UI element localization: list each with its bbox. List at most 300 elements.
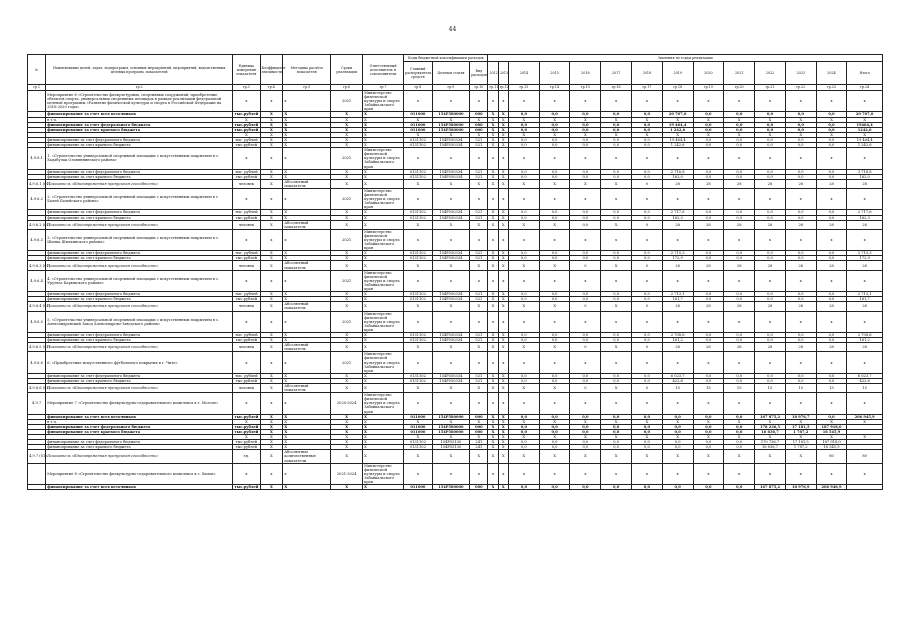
row-year-value: 170 736,7: [755, 440, 786, 445]
column-number: гр.8: [404, 85, 432, 91]
row-csr: 154Р580000: [432, 127, 470, 132]
row-responsible: Х: [363, 122, 404, 127]
row-name: финансирование за счет краевого бюджета: [46, 429, 233, 434]
row-total: 1242,6: [847, 127, 883, 132]
row-year-value: х: [785, 352, 816, 373]
row-year-value: Х: [785, 435, 816, 440]
row-year-value: 0,0: [632, 485, 663, 490]
column-number: гр.3: [233, 85, 260, 91]
row-unit: ед.: [233, 450, 260, 463]
row-vr: 521: [470, 256, 488, 261]
row-responsible: Х: [363, 384, 404, 393]
row-grbs: 0131102: [404, 169, 432, 174]
row-year-value: 0,0: [539, 127, 570, 132]
row-year-value: Х: [498, 419, 508, 424]
header-total: Итого: [847, 62, 883, 85]
row-year-value: 0,0: [785, 169, 816, 174]
row-year-value: 0,0: [508, 122, 539, 127]
row-year-value: 0,0: [539, 424, 570, 429]
table-row: [28, 148, 883, 169]
row-year-value: 28: [724, 220, 755, 229]
row-year-value: х: [693, 352, 724, 373]
row-year-value: Х: [539, 132, 570, 137]
row-weight: Х: [260, 112, 283, 117]
row-year-value: х: [601, 311, 632, 332]
row-year-value: Х: [498, 384, 508, 393]
row-year-value: 0,0: [816, 143, 847, 148]
row-vr: х: [470, 188, 488, 209]
row-year-value: 0,0: [570, 485, 601, 490]
row-name: 6. «Приобретение искусственного футбольного покрытия в г. Чите»: [46, 352, 233, 373]
row-year-value: 15: [785, 384, 816, 393]
table-row: [28, 302, 883, 311]
row-total: 28: [847, 302, 883, 311]
row-term: 2021-2024: [331, 463, 363, 484]
row-year-value: Х: [816, 419, 847, 424]
row-unit: тыс.рублей: [233, 256, 260, 261]
row-total: Х: [847, 132, 883, 137]
row-year-value: Х: [632, 419, 663, 424]
row-year-value: Х: [498, 256, 508, 261]
row-grbs: Х: [404, 450, 432, 463]
row-weight: Х: [260, 297, 283, 302]
row-unit: человек: [233, 302, 260, 311]
row-csr: 154Р580000: [432, 112, 470, 117]
row-vr: 521: [470, 169, 488, 174]
row-year-value: х: [539, 270, 570, 291]
row-weight: х: [260, 91, 283, 112]
header-year: 2021: [724, 62, 755, 85]
row-year-value: х: [488, 311, 498, 332]
row-total: х: [847, 270, 883, 291]
row-year-value: 28: [724, 302, 755, 311]
row-year-value: Х: [539, 117, 570, 122]
row-total: х: [847, 188, 883, 209]
row-year-value: Х: [601, 419, 632, 424]
row-year-value: Х: [601, 132, 632, 137]
row-csr: Х: [432, 435, 470, 440]
row-year-value: 0,0: [724, 429, 755, 434]
row-method: Х: [283, 419, 331, 424]
row-name: финансирование за счет краевого бюджета: [46, 297, 233, 302]
row-year-value: Х: [632, 450, 663, 463]
row-csr: Х: [432, 220, 470, 229]
row-term: 2021: [331, 229, 363, 250]
row-year-value: 28: [816, 261, 847, 270]
row-year-value: 0,0: [693, 414, 724, 419]
row-year-value: Х: [601, 179, 632, 188]
row-responsible: Х: [363, 343, 404, 352]
row-year-value: 0,0: [755, 256, 786, 261]
row-responsible: Х: [363, 137, 404, 142]
row-year-value: 0,0: [570, 424, 601, 429]
row-year-value: 0,0: [570, 137, 601, 142]
row-year-value: 0,0: [539, 378, 570, 383]
row-year-value: 0,0: [632, 137, 663, 142]
row-year-value: Х: [632, 132, 663, 137]
row-year-value: 0,0: [539, 251, 570, 256]
row-year-value: 0,0: [508, 169, 539, 174]
row-csr: х: [432, 311, 470, 332]
header-weight: Коэффициент значимости: [260, 55, 283, 85]
row-year-value: 0,0: [816, 292, 847, 297]
row-year-value: Х: [539, 220, 570, 229]
row-unit: х: [233, 229, 260, 250]
row-method: Х: [283, 127, 331, 132]
row-year-value: 0,0: [755, 169, 786, 174]
header-year: 2015: [539, 62, 570, 85]
row-total: Х: [847, 419, 883, 424]
row-grbs: 0131102: [404, 332, 432, 337]
row-year-value: 0,0: [601, 112, 632, 117]
row-unit: человек: [233, 384, 260, 393]
row-weight: Х: [260, 378, 283, 383]
row-csr: Х: [432, 261, 470, 270]
row-year-value: 0,0: [508, 174, 539, 179]
row-grbs: х: [404, 148, 432, 169]
row-year-value: Х: [488, 169, 498, 174]
row-year-value: Х: [508, 384, 539, 393]
row-vr: 241: [470, 445, 488, 450]
row-term: Х: [331, 143, 363, 148]
row-year-value: 28: [785, 179, 816, 188]
row-csr: 154Р580000: [432, 429, 470, 434]
row-name: финансирование за счет краевого бюджета: [46, 445, 233, 450]
row-year-value: 0,0: [724, 292, 755, 297]
row-csr: х: [432, 463, 470, 484]
row-year-value: х: [785, 188, 816, 209]
row-unit: тыс. рублей: [233, 137, 260, 142]
row-total: 80: [847, 450, 883, 463]
row-grbs: 0131102: [404, 215, 432, 220]
table-row: [28, 229, 883, 250]
row-csr: 154Р580000: [432, 414, 470, 419]
row-csr: Х: [432, 450, 470, 463]
row-year-value: 0,0: [570, 429, 601, 434]
row-total: 19464,4: [847, 122, 883, 127]
row-name: Показатель «Единовременная пропускная способность»: [46, 302, 233, 311]
row-year-value: 0,0: [601, 169, 632, 174]
row-csr: 154Р550334: [432, 292, 470, 297]
row-term: Х: [331, 343, 363, 352]
row-method: Х: [283, 445, 331, 450]
row-id: 4.9.6.1 (01): [28, 179, 46, 188]
row-year-value: х: [693, 91, 724, 112]
row-responsible: Х: [363, 445, 404, 450]
row-vr: 000: [470, 112, 488, 117]
row-year-value: 0,0: [724, 424, 755, 429]
row-year-value: 0,0: [724, 414, 755, 419]
row-year-value: Х: [498, 261, 508, 270]
row-year-value: Х: [724, 132, 755, 137]
row-year-value: х: [724, 463, 755, 484]
row-total: 20 707,0: [847, 112, 883, 117]
row-method: Х: [283, 137, 331, 142]
row-csr: х: [432, 229, 470, 250]
row-unit: тыс.рублей: [233, 297, 260, 302]
row-year-value: Х: [498, 297, 508, 302]
column-number: гр.2: [46, 85, 233, 91]
row-year-value: 0,0: [755, 373, 786, 378]
row-year-value: х: [570, 393, 601, 414]
column-number: гр.23: [816, 85, 847, 91]
row-csr: Х: [432, 419, 470, 424]
row-grbs: Х: [404, 302, 432, 311]
row-method: х: [283, 91, 331, 112]
row-year-value: 0,0: [539, 137, 570, 142]
row-year-value: 0,0: [601, 256, 632, 261]
row-vr: Х: [470, 220, 488, 229]
row-vr: Х: [470, 261, 488, 270]
row-year-value: 15: [724, 384, 755, 393]
row-year-value: 0,0: [816, 297, 847, 302]
row-unit: тыс.рублей: [233, 440, 260, 445]
row-name: Показатель «Единовременная пропускная способность»: [46, 343, 233, 352]
row-year-value: Х: [693, 435, 724, 440]
row-year-value: Х: [816, 132, 847, 137]
row-year-value: 0,0: [693, 378, 724, 383]
row-weight: Х: [260, 424, 283, 429]
header-term: Сроки реализации: [331, 55, 363, 85]
row-unit: человек: [233, 261, 260, 270]
header-grbs: Главный распорядитель средств: [404, 62, 432, 85]
column-number: гр.19: [693, 85, 724, 91]
row-responsible: Х: [363, 127, 404, 132]
row-year-value: 0,0: [601, 297, 632, 302]
table-row: [28, 343, 883, 352]
row-year-value: 0,0: [816, 174, 847, 179]
header-csr: Целевая статья: [432, 62, 470, 85]
row-vr: Х: [470, 450, 488, 463]
row-year-value: Х: [539, 419, 570, 424]
row-year-value: 0,0: [632, 429, 663, 434]
row-year-value: 0,0: [601, 143, 632, 148]
row-unit: человек: [233, 343, 260, 352]
row-total: 15: [847, 384, 883, 393]
row-total: 28: [847, 261, 883, 270]
row-year-value: Х: [488, 384, 498, 393]
row-weight: Х: [260, 132, 283, 137]
row-year-value: 167 875,2: [755, 485, 786, 490]
row-responsible: Х: [363, 440, 404, 445]
row-year-value: 0,0: [785, 122, 816, 127]
row-year-value: х: [816, 352, 847, 373]
row-csr: 154Р550334: [432, 378, 470, 383]
row-responsible: Х: [363, 338, 404, 343]
row-year-value: Х: [693, 419, 724, 424]
row-year-value: 0,0: [508, 112, 539, 117]
row-year-value: х: [785, 148, 816, 169]
header-year: 2019: [662, 62, 693, 85]
row-year-value: Х: [498, 373, 508, 378]
row-id: [28, 485, 46, 490]
row-unit: тыс.рублей: [233, 174, 260, 179]
row-name: 5. «Строительство универсальной спортивной площадки с искусственным покрытием в с. Александровский Завод Александрово-Заводского района»: [46, 311, 233, 332]
row-year-value: 28: [785, 261, 816, 270]
row-unit: тыс.рублей: [233, 338, 260, 343]
row-year-value: Х: [601, 220, 632, 229]
row-grbs: 0131102: [404, 338, 432, 343]
row-year-value: 0,0: [508, 215, 539, 220]
row-year-value: 0,0: [755, 127, 786, 132]
row-year-value: х: [632, 229, 663, 250]
row-year-value: Х: [539, 261, 570, 270]
row-year-value: 2 717,6: [662, 210, 693, 215]
row-year-value: х: [498, 270, 508, 291]
row-year-value: 28: [816, 302, 847, 311]
row-term: 2020-2024: [331, 393, 363, 414]
row-total: 162,3: [847, 215, 883, 220]
row-year-value: 28: [693, 220, 724, 229]
row-year-value: Х: [508, 343, 539, 352]
row-vr: 521: [470, 373, 488, 378]
row-year-value: х: [662, 148, 693, 169]
row-csr: х: [432, 148, 470, 169]
row-weight: х: [260, 188, 283, 209]
row-year-value: 0,0: [816, 338, 847, 343]
column-number: гр.14: [539, 85, 570, 91]
row-year-value: 0,0: [693, 169, 724, 174]
row-term: Х: [331, 338, 363, 343]
row-weight: Х: [260, 122, 283, 127]
row-year-value: 28: [693, 261, 724, 270]
row-year-value: Х: [601, 302, 632, 311]
row-year-value: 18 545,9: [816, 445, 847, 450]
row-id: 4.9.6.4 (01): [28, 302, 46, 311]
row-year-value: х: [816, 270, 847, 291]
row-year-value: х: [498, 393, 508, 414]
row-year-value: 0,0: [632, 378, 663, 383]
row-weight: Х: [260, 485, 283, 490]
row-method: х: [283, 393, 331, 414]
row-responsible: Х: [363, 485, 404, 490]
row-name: 3. «Строительство универсальной спортивной площадки с искусственным покрытием в с. Шилка Шилкинского района»: [46, 229, 233, 250]
row-total: 28: [847, 343, 883, 352]
row-weight: Х: [260, 435, 283, 440]
row-year-value: Х: [601, 384, 632, 393]
row-name: финансирование за счет краевого бюджета: [46, 127, 233, 132]
row-name: финансирование за счет федерального бюджета: [46, 373, 233, 378]
row-year-value: 0,0: [755, 338, 786, 343]
row-unit: х: [233, 463, 260, 484]
row-total: 422,6: [847, 378, 883, 383]
row-grbs: 0131102: [404, 174, 432, 179]
column-number: гр.15: [570, 85, 601, 91]
row-year-value: 0,0: [724, 332, 755, 337]
row-method: Х: [283, 378, 331, 383]
row-year-value: 0,0: [816, 210, 847, 215]
row-grbs: Х: [404, 179, 432, 188]
row-name: финансирование за счет краевого бюджета: [46, 256, 233, 261]
row-year-value: 0,0: [632, 424, 663, 429]
row-weight: Х: [260, 137, 283, 142]
row-year-value: 0,0: [816, 215, 847, 220]
row-csr: х: [432, 188, 470, 209]
row-csr: х: [432, 270, 470, 291]
row-weight: Х: [260, 302, 283, 311]
row-vr: х: [470, 270, 488, 291]
row-year-value: 0,0: [693, 297, 724, 302]
row-unit: тыс.рублей: [234, 485, 259, 490]
row-year-value: 0,0: [632, 297, 663, 302]
row-weight: Х: [260, 450, 283, 463]
row-year-value: х: [508, 311, 539, 332]
row-term: Х: [331, 332, 363, 337]
row-year-value: х: [601, 352, 632, 373]
row-term: Х: [331, 292, 363, 297]
row-year-value: 0,0: [724, 127, 755, 132]
row-year-value: 0,0: [570, 378, 601, 383]
row-total: 206 945,9: [847, 414, 883, 419]
row-name: 4. «Строительство универсальной спортивной площадки с искусственным покрытием в с. Урульга Карымского района»: [46, 270, 233, 291]
row-year-value: 0,0: [601, 429, 632, 434]
header-years-group: Значения по годам реализации: [488, 55, 883, 62]
row-year-value: 0,0: [601, 127, 632, 132]
row-year-value: 0,0: [570, 338, 601, 343]
row-year-value: Х: [488, 117, 498, 122]
row-year-value: х: [498, 352, 508, 373]
row-year-value: Х: [662, 117, 693, 122]
row-weight: Х: [260, 419, 283, 424]
row-unit: тыс.рублей: [234, 429, 259, 434]
row-total: 172,9: [847, 256, 883, 261]
row-csr: Х: [432, 384, 470, 393]
row-year-value: х: [570, 270, 601, 291]
row-csr: Х: [432, 302, 470, 311]
row-grbs: 0131102: [404, 256, 432, 261]
row-name: финансирование за счет федерального бюджета: [46, 292, 233, 297]
row-year-value: Х: [601, 261, 632, 270]
row-grbs: 0131102: [404, 292, 432, 297]
row-year-value: 0,0: [693, 143, 724, 148]
row-year-value: Х: [724, 117, 755, 122]
row-year-value: х: [601, 393, 632, 414]
row-year-value: 187 918,0: [816, 424, 847, 429]
row-year-value: 0,0: [508, 143, 539, 148]
row-year-value: 0,0: [601, 445, 632, 450]
row-year-value: 0,0: [693, 445, 724, 450]
row-year-value: х: [755, 148, 786, 169]
row-grbs: х: [404, 188, 432, 209]
row-grbs: 011000: [404, 414, 432, 419]
row-year-value: х: [498, 148, 508, 169]
row-name: Мероприятие 7 «Строительство физкультурно-оздоровительного комплекса в г. Могоче»: [46, 393, 233, 414]
row-year-value: 0,0: [632, 251, 663, 256]
row-year-value: 0,0: [570, 373, 601, 378]
row-name: финансирование за счет федерального бюджета: [46, 440, 233, 445]
row-year-value: Х: [662, 132, 693, 137]
row-csr: 154Р550334: [432, 210, 470, 215]
row-year-value: х: [662, 393, 693, 414]
row-year-value: х: [662, 188, 693, 209]
row-year-value: Х: [498, 169, 508, 174]
header-year: 2024: [816, 62, 847, 85]
row-year-value: Х: [498, 127, 508, 132]
row-year-value: 0,0: [785, 256, 816, 261]
row-year-value: х: [785, 393, 816, 414]
row-year-value: 0,0: [601, 210, 632, 215]
row-vr: 521: [470, 297, 488, 302]
row-method: Х: [283, 435, 331, 440]
row-year-value: х: [488, 188, 498, 209]
row-year-value: 0,0: [508, 251, 539, 256]
row-year-value: 28: [755, 302, 786, 311]
row-responsible: Х: [363, 429, 404, 434]
row-responsible: Х: [363, 450, 404, 463]
row-responsible: Х: [363, 292, 404, 297]
row-grbs: х: [404, 91, 432, 112]
row-year-value: 0,0: [508, 338, 539, 343]
